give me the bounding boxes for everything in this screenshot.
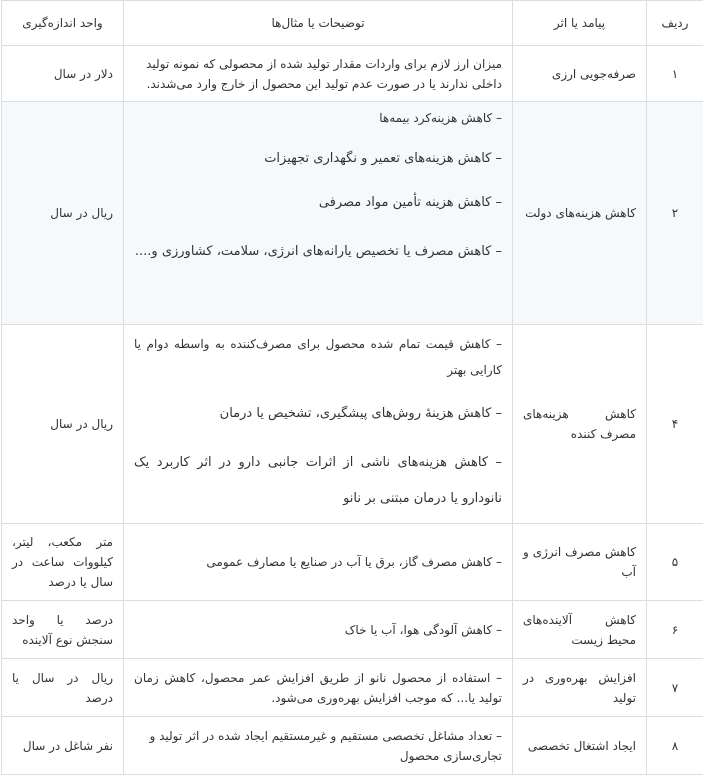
description-item: – کاهش مصرف یا تخصیص یارانه‌های انرژی، سلامت، کشاورزی و.... xyxy=(134,234,502,270)
description-cell xyxy=(124,524,513,601)
header-row-number: ردیف xyxy=(647,1,703,46)
row-number: ۸ xyxy=(647,717,703,775)
description-cell xyxy=(124,102,513,325)
description-item: – کاهش هزینه‌های ناشی از اثرات جانبی دارو در اثر کاربرد یک نانودارو یا درمان مبتنی بر نانو xyxy=(134,445,502,517)
row-number: ۶ xyxy=(647,601,703,659)
row-number: ۴ xyxy=(647,325,703,524)
description-cell xyxy=(124,325,513,524)
table-row xyxy=(2,46,703,102)
unit-cell: دلار در سال xyxy=(2,46,124,102)
unit-cell: درصد یا واحد سنجش نوع آلاینده xyxy=(2,601,124,659)
table-row xyxy=(2,601,703,659)
description-cell xyxy=(124,717,513,775)
description-text: – کاهش آلودگی هوا، آب یا خاک xyxy=(134,620,502,640)
impact-cell: ایجاد اشتغال تخصصی xyxy=(513,717,647,775)
description-cell xyxy=(124,601,513,659)
row-number: ۲ xyxy=(647,102,703,325)
impact-table xyxy=(1,0,703,775)
unit-cell: ریال در سال xyxy=(2,102,124,325)
impact-cell: افزایش بهره‌وری در تولید xyxy=(513,659,647,717)
unit-cell: متر مکعب، لیتر، کیلووات ساعت در سال یا درصد xyxy=(2,524,124,601)
description-text: میزان ارز لازم برای واردات مقدار تولید شده از محصولی که نمونه تولید داخلی ندارند یا در صورت عدم تولید این محصول از خارج وارد می‌شدند. xyxy=(134,54,502,94)
table-row xyxy=(2,102,703,325)
impact-cell: کاهش مصرف انرژی و آب xyxy=(513,524,647,601)
row-number: ۱ xyxy=(647,46,703,102)
header-unit: واحد اندازه‌گیری xyxy=(2,1,124,46)
description-item: – کاهش قیمت تمام شده محصول برای مصرف‌کننده به واسطه دوام یا کارایی بهتر xyxy=(134,331,502,383)
description-text: – کاهش مصرف گاز، برق یا آب در صنایع یا مصارف عمومی xyxy=(134,552,502,572)
unit-cell: ریال در سال xyxy=(2,325,124,524)
description-text: – استفاده از محصول نانو از طریق افزایش عمر محصول، کاهش زمان تولید یا... که موجب افزایش بهره‌وری می‌شود. xyxy=(134,668,502,708)
table-row xyxy=(2,717,703,775)
description-item: – کاهش هزینه تأمین مواد مصرفی xyxy=(134,190,502,216)
row-number: ۵ xyxy=(647,524,703,601)
header-description: توضیحات یا مثال‌ها xyxy=(124,1,513,46)
impact-cell: کاهش هزینه‌های مصرف کننده xyxy=(513,325,647,524)
description-item: – کاهش هزینه‌های تعمیر و نگهداری تجهیزات xyxy=(134,146,502,172)
description-cell xyxy=(124,46,513,102)
row-number: ۷ xyxy=(647,659,703,717)
unit-cell: ریال در سال یا درصد xyxy=(2,659,124,717)
impact-cell: صرفه‌جویی ارزی xyxy=(513,46,647,102)
header-row xyxy=(2,1,703,46)
header-impact: پیامد یا اثر xyxy=(513,1,647,46)
impact-cell: کاهش آلاینده‌های محیط زیست xyxy=(513,601,647,659)
unit-cell: نفر شاغل در سال xyxy=(2,717,124,775)
description-item: – کاهش هزینهٔ روش‌های پیشگیری، تشخیص یا درمان xyxy=(134,401,502,427)
table-row xyxy=(2,524,703,601)
table-row xyxy=(2,325,703,524)
description-item: – کاهش هزینه‌کرد بیمه‌ها xyxy=(134,108,502,128)
description-cell xyxy=(124,659,513,717)
table-row xyxy=(2,659,703,717)
impact-cell: کاهش هزینه‌های دولت xyxy=(513,102,647,325)
description-text: – تعداد مشاغل تخصصی مستقیم و غیرمستقیم ایجاد شده در اثر تولید و تجاری‌سازی محصول xyxy=(134,726,502,766)
